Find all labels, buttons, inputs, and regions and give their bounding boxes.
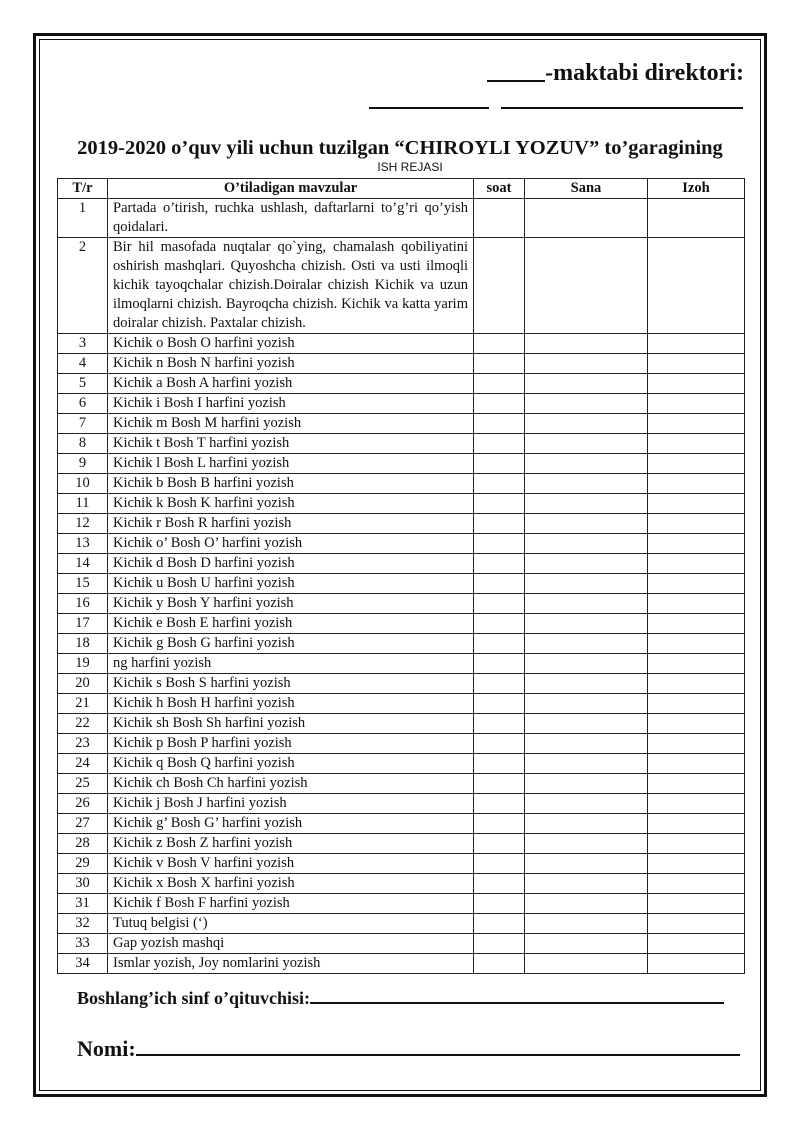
row-number: 13 xyxy=(58,534,108,554)
row-hours xyxy=(474,434,525,454)
table-row xyxy=(58,654,745,674)
row-hours xyxy=(474,654,525,674)
row-date xyxy=(525,734,648,754)
table-row xyxy=(58,954,745,974)
row-hours xyxy=(474,854,525,874)
row-note xyxy=(648,654,745,674)
row-number: 28 xyxy=(58,834,108,854)
row-note xyxy=(648,714,745,734)
row-note xyxy=(648,674,745,694)
document-title: 2019-2020 o’quv yili uchun tuzilgan “CHIROYLI YOZUV” to’garagining xyxy=(77,137,723,159)
row-note xyxy=(648,774,745,794)
row-number: 33 xyxy=(58,934,108,954)
name-blank-line xyxy=(136,1054,740,1056)
row-hours xyxy=(474,914,525,934)
row-date xyxy=(525,694,648,714)
row-topic: Kichik x Bosh X harfini yozish xyxy=(108,874,474,894)
row-note xyxy=(648,238,745,334)
table-row xyxy=(58,874,745,894)
row-topic: Partada o’tirish, ruchka ushlash, daftarlarni to’g’ri qo’yish qoidalari. xyxy=(108,199,474,238)
teacher-signature xyxy=(77,988,724,1009)
row-number: 20 xyxy=(58,674,108,694)
row-note xyxy=(648,894,745,914)
row-topic: Kichik q Bosh Q harfini yozish xyxy=(108,754,474,774)
row-date xyxy=(525,594,648,614)
header-hours: soat xyxy=(474,179,525,199)
row-note xyxy=(648,374,745,394)
header-num: T/r xyxy=(58,179,108,199)
row-topic: Kichik k Bosh K harfini yozish xyxy=(108,494,474,514)
director-label: -maktabi direktori: xyxy=(545,60,744,86)
table-row xyxy=(58,834,745,854)
table-row xyxy=(58,894,745,914)
row-date xyxy=(525,774,648,794)
row-topic: Ismlar yozish, Joy nomlarini yozish xyxy=(108,954,474,974)
row-topic: Kichik j Bosh J harfini yozish xyxy=(108,794,474,814)
row-hours xyxy=(474,734,525,754)
row-date xyxy=(525,554,648,574)
row-note xyxy=(648,574,745,594)
row-date xyxy=(525,354,648,374)
row-number: 17 xyxy=(58,614,108,634)
row-topic: Kichik g Bosh G harfini yozish xyxy=(108,634,474,654)
row-hours xyxy=(474,694,525,714)
row-topic: Kichik t Bosh T harfini yozish xyxy=(108,434,474,454)
row-hours xyxy=(474,474,525,494)
row-date xyxy=(525,394,648,414)
row-number: 22 xyxy=(58,714,108,734)
row-hours xyxy=(474,334,525,354)
row-date xyxy=(525,614,648,634)
table-row xyxy=(58,674,745,694)
table-row xyxy=(58,714,745,734)
row-hours xyxy=(474,454,525,474)
row-note xyxy=(648,914,745,934)
row-hours xyxy=(474,954,525,974)
row-topic: Kichik o Bosh O harfini yozish xyxy=(108,334,474,354)
row-date xyxy=(525,334,648,354)
table-row xyxy=(58,574,745,594)
row-hours xyxy=(474,794,525,814)
row-number: 1 xyxy=(58,199,108,238)
table-row xyxy=(58,634,745,654)
row-hours xyxy=(474,554,525,574)
table-row xyxy=(58,394,745,414)
row-hours xyxy=(474,774,525,794)
row-hours xyxy=(474,494,525,514)
row-topic: Kichik g’ Bosh G’ harfini yozish xyxy=(108,814,474,834)
row-number: 18 xyxy=(58,634,108,654)
row-topic: Kichik u Bosh U harfini yozish xyxy=(108,574,474,594)
row-topic: Kichik l Bosh L harfini yozish xyxy=(108,454,474,474)
row-date xyxy=(525,754,648,774)
table-row xyxy=(58,334,745,354)
row-number: 12 xyxy=(58,514,108,534)
table-row xyxy=(58,454,745,474)
table-row xyxy=(58,354,745,374)
row-topic: Bir hil masofada nuqtalar qo`ying, chamalash qobiliyatini oshirish mashqlari. Quyoshcha chizish. Osti va usti ilmoqli kichik tayoqchalar chizish.Doiralar chizish Kichik va uzun ilmoqlarni chizish. Bayroqcha chizish. Kichik va katta yarim doiralar chizish. Paxtalar chizish. xyxy=(108,238,474,334)
row-topic: Kichik b Bosh B harfini yozish xyxy=(108,474,474,494)
table-row xyxy=(58,534,745,554)
row-number: 6 xyxy=(58,394,108,414)
table-row xyxy=(58,554,745,574)
row-number: 21 xyxy=(58,694,108,714)
row-hours xyxy=(474,354,525,374)
row-date xyxy=(525,238,648,334)
table-row xyxy=(58,374,745,394)
school-number-blank xyxy=(487,58,545,82)
row-number: 16 xyxy=(58,594,108,614)
row-note xyxy=(648,199,745,238)
table-row xyxy=(58,199,745,238)
row-number: 29 xyxy=(58,854,108,874)
row-hours xyxy=(474,394,525,414)
row-note xyxy=(648,954,745,974)
row-note xyxy=(648,614,745,634)
director-signature-line xyxy=(369,107,489,109)
row-topic: Kichik f Bosh F harfini yozish xyxy=(108,894,474,914)
row-note xyxy=(648,874,745,894)
row-hours xyxy=(474,834,525,854)
row-hours xyxy=(474,614,525,634)
row-note xyxy=(648,814,745,834)
teacher-blank-line xyxy=(310,1002,724,1004)
director-name-line xyxy=(501,107,743,109)
table-row xyxy=(58,914,745,934)
table-row xyxy=(58,614,745,634)
row-note xyxy=(648,394,745,414)
row-date xyxy=(525,374,648,394)
header-topic: O’tiladigan mavzular xyxy=(108,179,474,199)
row-hours xyxy=(474,674,525,694)
row-date xyxy=(525,714,648,734)
row-note xyxy=(648,934,745,954)
row-topic: Tutuq belgisi (‘) xyxy=(108,914,474,934)
row-note xyxy=(648,794,745,814)
table-header-row xyxy=(58,179,745,199)
table-row xyxy=(58,774,745,794)
table-row xyxy=(58,814,745,834)
name-label: Nomi: xyxy=(77,1036,136,1061)
table-row xyxy=(58,494,745,514)
table-row xyxy=(58,854,745,874)
row-hours xyxy=(474,534,525,554)
row-number: 14 xyxy=(58,554,108,574)
row-topic: Kichik h Bosh H harfini yozish xyxy=(108,694,474,714)
row-number: 11 xyxy=(58,494,108,514)
row-topic: Kichik ch Bosh Ch harfini yozish xyxy=(108,774,474,794)
table-row xyxy=(58,238,745,334)
table-row xyxy=(58,694,745,714)
row-date xyxy=(525,634,648,654)
row-note xyxy=(648,834,745,854)
row-number: 30 xyxy=(58,874,108,894)
row-hours xyxy=(474,238,525,334)
row-hours xyxy=(474,814,525,834)
row-number: 32 xyxy=(58,914,108,934)
row-topic: Kichik p Bosh P harfini yozish xyxy=(108,734,474,754)
row-hours xyxy=(474,414,525,434)
row-hours xyxy=(474,514,525,534)
work-plan-table xyxy=(57,178,745,974)
row-note xyxy=(648,334,745,354)
row-note xyxy=(648,534,745,554)
row-hours xyxy=(474,754,525,774)
row-hours xyxy=(474,594,525,614)
row-note xyxy=(648,594,745,614)
row-topic: Gap yozish mashqi xyxy=(108,934,474,954)
row-topic: Kichik i Bosh I harfini yozish xyxy=(108,394,474,414)
row-date xyxy=(525,674,648,694)
row-topic: Kichik s Bosh S harfini yozish xyxy=(108,674,474,694)
table-row xyxy=(58,934,745,954)
table-row xyxy=(58,754,745,774)
row-date xyxy=(525,794,648,814)
row-number: 31 xyxy=(58,894,108,914)
row-hours xyxy=(474,874,525,894)
row-hours xyxy=(474,199,525,238)
row-note xyxy=(648,434,745,454)
row-topic: Kichik z Bosh Z harfini yozish xyxy=(108,834,474,854)
table-row xyxy=(58,794,745,814)
table-body xyxy=(58,199,745,974)
row-number: 27 xyxy=(58,814,108,834)
row-number: 3 xyxy=(58,334,108,354)
row-date xyxy=(525,954,648,974)
row-number: 4 xyxy=(58,354,108,374)
row-number: 9 xyxy=(58,454,108,474)
row-note xyxy=(648,514,745,534)
row-date xyxy=(525,934,648,954)
row-note xyxy=(648,734,745,754)
table-row xyxy=(58,434,745,454)
row-number: 7 xyxy=(58,414,108,434)
row-date xyxy=(525,534,648,554)
row-hours xyxy=(474,714,525,734)
table-row xyxy=(58,594,745,614)
row-note xyxy=(648,694,745,714)
row-number: 23 xyxy=(58,734,108,754)
table-row xyxy=(58,414,745,434)
row-note xyxy=(648,854,745,874)
table-row xyxy=(58,514,745,534)
row-date xyxy=(525,574,648,594)
row-topic: Kichik a Bosh A harfini yozish xyxy=(108,374,474,394)
row-hours xyxy=(474,374,525,394)
row-note xyxy=(648,634,745,654)
name-signature xyxy=(77,1036,740,1062)
row-hours xyxy=(474,934,525,954)
table-row xyxy=(58,734,745,754)
row-note xyxy=(648,354,745,374)
row-topic: Kichik o’ Bosh O’ harfini yozish xyxy=(108,534,474,554)
row-topic: Kichik sh Bosh Sh harfini yozish xyxy=(108,714,474,734)
document-subtitle: ISH REJASI xyxy=(377,160,443,174)
row-number: 5 xyxy=(58,374,108,394)
row-date xyxy=(525,894,648,914)
row-date xyxy=(525,654,648,674)
row-date xyxy=(525,434,648,454)
header-note: Izoh xyxy=(648,179,745,199)
row-number: 34 xyxy=(58,954,108,974)
row-date xyxy=(525,514,648,534)
row-note xyxy=(648,454,745,474)
row-date xyxy=(525,914,648,934)
header-date: Sana xyxy=(525,179,648,199)
row-date xyxy=(525,494,648,514)
row-topic: Kichik e Bosh E harfini yozish xyxy=(108,614,474,634)
row-date xyxy=(525,414,648,434)
row-number: 19 xyxy=(58,654,108,674)
table-row xyxy=(58,474,745,494)
row-note xyxy=(648,754,745,774)
row-topic: Kichik d Bosh D harfini yozish xyxy=(108,554,474,574)
row-topic: Kichik y Bosh Y harfini yozish xyxy=(108,594,474,614)
row-number: 15 xyxy=(58,574,108,594)
row-hours xyxy=(474,894,525,914)
row-number: 2 xyxy=(58,238,108,334)
row-number: 8 xyxy=(58,434,108,454)
director-heading xyxy=(487,58,744,87)
row-date xyxy=(525,199,648,238)
row-note xyxy=(648,474,745,494)
row-note xyxy=(648,414,745,434)
row-topic: Kichik m Bosh M harfini yozish xyxy=(108,414,474,434)
row-topic: Kichik n Bosh N harfini yozish xyxy=(108,354,474,374)
row-date xyxy=(525,854,648,874)
row-number: 25 xyxy=(58,774,108,794)
row-date xyxy=(525,834,648,854)
row-topic: Kichik v Bosh V harfini yozish xyxy=(108,854,474,874)
row-number: 10 xyxy=(58,474,108,494)
row-note xyxy=(648,494,745,514)
row-note xyxy=(648,554,745,574)
row-hours xyxy=(474,634,525,654)
row-hours xyxy=(474,574,525,594)
row-number: 24 xyxy=(58,754,108,774)
row-topic: Kichik r Bosh R harfini yozish xyxy=(108,514,474,534)
row-number: 26 xyxy=(58,794,108,814)
row-topic: ng harfini yozish xyxy=(108,654,474,674)
row-date xyxy=(525,814,648,834)
row-date xyxy=(525,454,648,474)
teacher-label: Boshlang’ich sinf o’qituvchisi: xyxy=(77,988,311,1008)
row-date xyxy=(525,474,648,494)
row-date xyxy=(525,874,648,894)
